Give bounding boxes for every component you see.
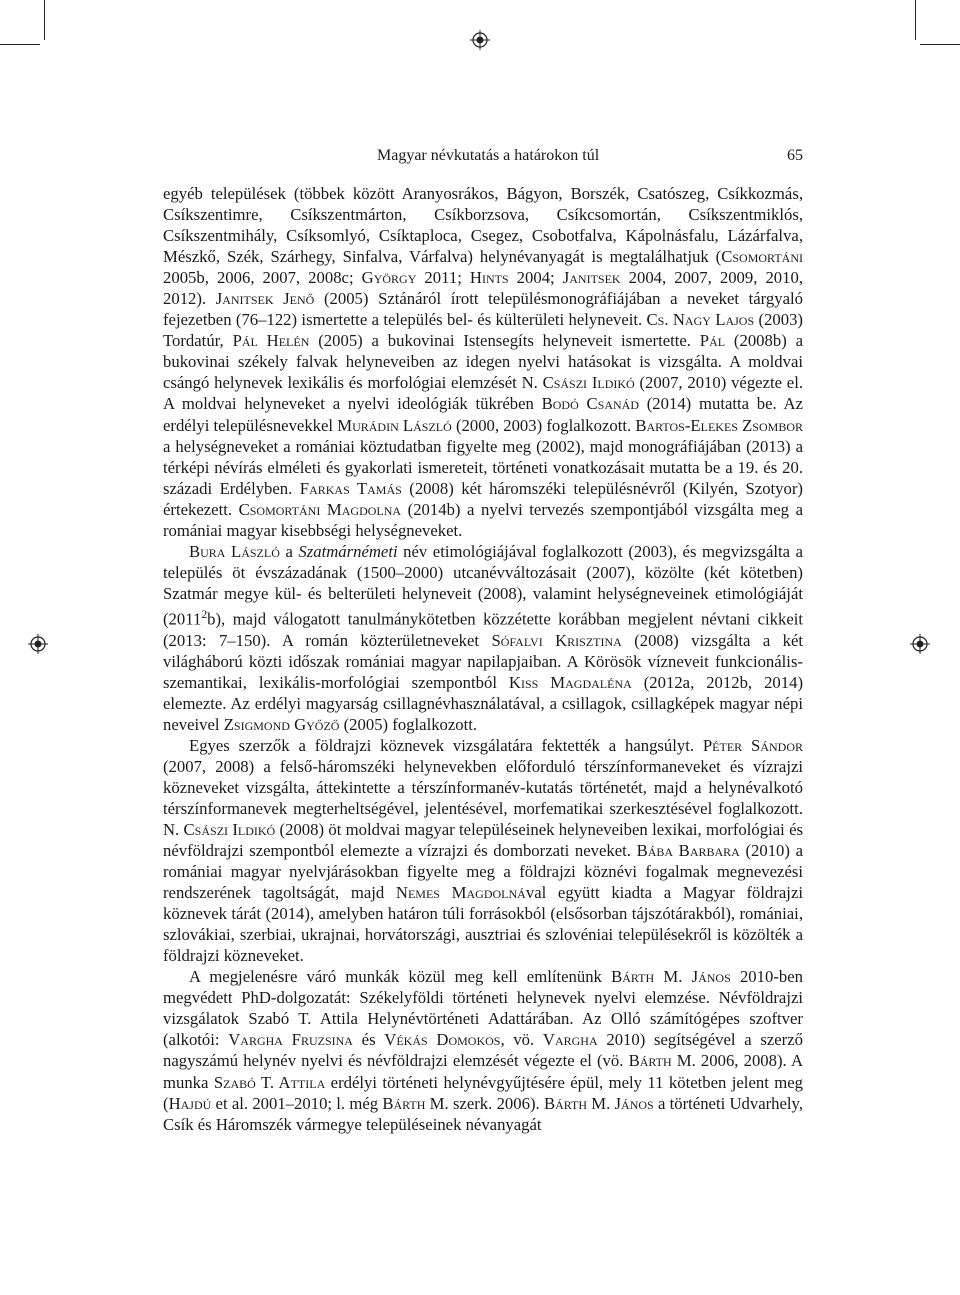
text-run: A megjelenésre váró munkák közül meg kell említenünk	[189, 967, 612, 987]
text-run: et al. 2001–2010; l. még	[211, 1093, 383, 1113]
running-title: Magyar névkutatás a határokon túl	[377, 147, 600, 164]
author-name: Bárth M. János	[543, 1093, 654, 1113]
author-name: Cs. Nagy Lajos	[646, 310, 755, 330]
author-name: Pál Helén	[232, 331, 310, 351]
text-run: 2010) segítségével a szerző nagyszámú helynév nyelvi és névföldrajzi elemzését végezte el (vö.	[163, 1030, 803, 1071]
registration-crosshair-icon	[470, 30, 490, 50]
text-run: (2014) mutatta be. Az erdélyi településnevekkel	[163, 394, 803, 435]
text-run: 2004;	[508, 268, 563, 288]
author-name: György	[361, 268, 417, 288]
paragraph	[163, 966, 803, 1134]
author-name: Bura László	[189, 541, 280, 561]
text-run: (2005) a bukovinai Istensegíts helyneveit ismertette.	[309, 331, 700, 351]
text-run: (2008) két háromszéki településnévről (Kilyén, Szotyor) értekezett.	[163, 478, 803, 519]
author-name: Szabó T. Attila	[213, 1072, 326, 1092]
author-name: Bárth M. János	[611, 967, 731, 987]
text-run: b), majd válogatott tanulmánykötetben közzétette korábban megjelent névtani cikkeit (2013: 7–150). A román közterületneveket	[163, 609, 803, 650]
text-run: (2007, 2008) a felső-háromszéki helynevekben előforduló térszínformaneveket és vízrajzi közneveket vizsgálta, áttekintette a térszínformanév-kutatás történetét, majd a helynévalkotó térszínformanevek megterheltségével, jelentésével, morfematikai szerkesztésével foglalkozott.	[163, 756, 803, 818]
author-name: Murádin László	[337, 415, 452, 435]
text-run: (2010) a romániai magyar nyelvjárásokban figyelte meg a földrajzi köznévi fogalmak megnevezési rendszerének tagoltságát, majd	[163, 841, 803, 903]
text-run: 2011;	[416, 268, 470, 288]
text-run: név etimológiájával foglalkozott (2003), és megvizsgálta a település öt évszázadának (1500–2000) utcanévváltozásait (2007), közölte (két kötetben) Szatmár megye kül- és belterületi helyneveit (2008), valamint helységneveinek etimológiáját (2011	[163, 541, 803, 629]
text-run: Egyes szerzők a földrajzi köznevek vizsgálatára fektették a hangsúlyt.	[189, 735, 703, 755]
text-run: erdélyi történeti helynévgyűjtésére épül, mely 11 kötetben jelent meg (	[163, 1072, 803, 1113]
text-run: (2008) öt moldvai magyar településeinek helyneveiben lexikai, morfológiai és névföldrajzi szempontból elemezte a vízrajzi és domborzati neveket.	[163, 819, 803, 861]
author-name: Zsigmond Győző	[223, 714, 340, 734]
author-name: Bárth M.	[628, 1051, 696, 1071]
author-name: Csomortáni Magdolna	[238, 499, 402, 519]
crop-mark-top-left-h	[0, 44, 40, 45]
text-run: (2014b) a nyelvi tervezés szempontjából vizsgálta meg a romániai magyar kisebbségi helységneveket.	[163, 499, 803, 540]
text-run: 2010-ben megvédett PhD-dolgozatát: Székelyföldi történeti helynevek nyelvi elemzése. Névföldrajzi vizsgálatok Szabó T. Attila Helynévtörténeti Adattárában. Az Olló számítógépes szoftver (alkotói:	[163, 967, 803, 1050]
author-name: N. Császi Ildikó	[521, 373, 635, 393]
text-run: (2008b) a bukovinai székely falvak helyneveiben az idegen nyelvi hatásokat is vizsgálta. A moldvai csángó helynevek lexikális és morfológiai elemzését	[163, 331, 803, 393]
text-run: , vö.	[500, 1030, 543, 1050]
text-run: (2008) vizsgálta a két világháború közti időszak romániai magyar napilapjaiban. A Körösök vízneveit funkcionális-szemantikai, lexikális-morfológiai szempontból	[163, 630, 804, 692]
author-name: Janitsek	[562, 268, 621, 288]
author-name: Bartos-Elekes Zsombor	[635, 415, 803, 435]
crop-mark-top-right-h	[920, 44, 960, 45]
text-run: a történeti Udvarhely, Csík és Háromszék vármegye településeinek névanyagát	[163, 1093, 803, 1134]
text-run: 2004, 2007, 2009, 2010, 2012).	[163, 268, 803, 309]
paragraph	[163, 183, 803, 541]
author-name: Sófalvi Krisztina	[491, 630, 622, 650]
author-name: Pál	[699, 331, 726, 351]
text-run: szerk. 2006).	[448, 1093, 544, 1113]
author-name: Kiss Magdaléna	[508, 672, 632, 692]
author-name: N. Császi Ildikó	[163, 819, 276, 839]
text-run: a	[279, 541, 299, 561]
text-run: 2005b, 2006, 2007, 2008c;	[163, 268, 362, 288]
text-run: (2005) foglalkozott.	[339, 714, 478, 734]
author-name: Janitsek Jenő	[215, 289, 315, 309]
text-run: (2007, 2010) végezte el. A moldvai helyneveket a nyelvi ideológiák tükrében	[163, 373, 804, 414]
registration-crosshair-icon	[28, 634, 48, 654]
author-name: Hints	[469, 268, 509, 288]
author-name: Farkas Tamás	[299, 478, 402, 498]
paragraph	[163, 541, 803, 735]
crop-mark-top-left	[44, 0, 45, 40]
text-run: egyéb települések (többek között Aranyosrákos, Bágyon, Borszék, Csatószeg, Csíkkozmás, Csíkszentimre, Csíkszentmárton, Csíkborzsova, Csíkcsomortán, Csíkszentmiklós, Csíkszentmihály, Csíksomlyó, Csíktaploca, Csegez, Csobotfalva, Kápolnásfalu, Lázárfalva, Mészkő, Szék, Szárhegy, Sinfalva, Várfalva) helynévanyagát is megtalálhatjuk (	[163, 184, 803, 267]
author-name: Péter Sándor	[702, 735, 803, 755]
page-number: 65	[787, 147, 803, 164]
author-name: Vargha Fruzsina	[228, 1030, 353, 1050]
author-name: Hajdú	[168, 1093, 212, 1113]
author-name: Csomortáni	[721, 247, 803, 267]
text-run: 2006, 2008). A munka	[163, 1051, 803, 1092]
body-text	[163, 183, 803, 1135]
text-run: (2005) Sztánáról írott településmonográfiájában a neveket tárgyaló fejezetben (76–122) ismertette a település bel- és külterületi helyneveit.	[163, 289, 804, 330]
text-run: (2012a, 2012b, 2014) elemezte. Az erdélyi magyarság csillagnévhasználatával, a csillagok, csillagképek magyar népi neveivel	[163, 672, 804, 734]
author-name: Nemes Magdolná	[395, 883, 526, 903]
text-run: val együtt kiadta a Magyar földrajzi köznevek tárát (2014), amelyben határon túli forrásokból (elsősorban tájszótárakból), romániai, szlovákiai, szerbiai, ukrajnai, horvátországi, ausztriai és szlovéniai településekről is közölték a földrajzi közneveket.	[163, 883, 803, 966]
paragraph	[163, 735, 803, 967]
text-run: a helységneveket a romániai köztudatban figyelte meg (2002), majd monográfiájában (2013) a térképi névírás elméleti és gyakorlati ismereteit, történeti vonatkozásait mutatta be a 19. és 20. századi Erdélyben.	[163, 436, 803, 498]
italic-term: Szatmárnémeti	[298, 541, 398, 561]
crop-mark-top-right	[915, 0, 916, 40]
author-name: Bába Barbara	[636, 841, 740, 861]
text-run: (2000, 2003) foglalkozott.	[451, 415, 636, 435]
registration-crosshair-icon	[910, 634, 930, 654]
author-name: Bárth M.	[382, 1093, 449, 1113]
author-name: Vargha	[542, 1030, 598, 1050]
superscript: 2	[201, 607, 208, 621]
author-name: Vékás Domokos	[384, 1030, 501, 1050]
text-run: és	[352, 1030, 385, 1050]
text-run: (2003) Tordatúr,	[163, 310, 803, 351]
running-header	[163, 146, 803, 166]
author-name: Bodó Csanád	[541, 394, 639, 414]
